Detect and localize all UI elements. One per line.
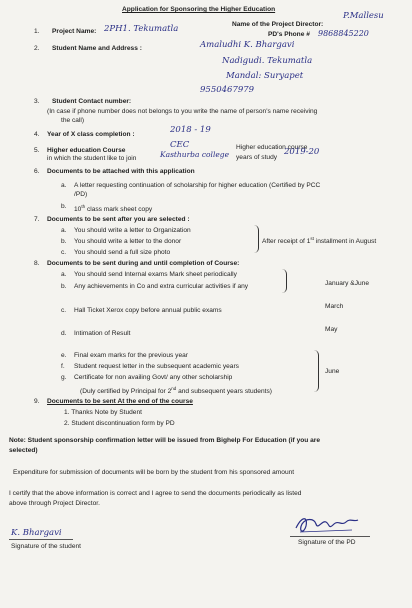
doc-6a-text-line2: /PD) xyxy=(74,191,88,198)
expenditure-note: Expenditure for submission of documents will be born by the student from his sponsored amount xyxy=(13,469,295,476)
pd-phone-value: 9868845220 xyxy=(318,29,369,38)
doc-9-item-2: 2. Student discontinuation form by PD xyxy=(64,420,175,427)
x-class-value: 2018 - 19 xyxy=(170,125,211,135)
project-name-value: 2PH1. Tekumatla xyxy=(104,24,179,34)
doc-7c-text: You should send a full size photo xyxy=(74,249,171,256)
doc-8b-text: Any achievements in Co and extra curricular activities if any xyxy=(74,283,249,290)
address-line-1: Nadigudi. Tekumatla xyxy=(222,56,313,66)
documents-end-course-label: Documents to be sent At the end of the course xyxy=(47,398,193,405)
course-value-line1: CEC xyxy=(170,140,190,150)
course-years-value: 2019-20 xyxy=(284,147,320,157)
certification-line-1: I certify that the above information is correct and I agree to send the documents periodically as listed xyxy=(9,490,302,497)
item-number-7: 7. xyxy=(34,216,40,223)
doc-7a-text: You should write a letter to Organization xyxy=(74,227,191,234)
doc-8c-timing: March xyxy=(325,303,344,310)
doc-8g-subtext: (Duly certified by Principal for 2nd and subsequent years students) xyxy=(80,386,272,396)
student-name-address-label: Student Name and Address : xyxy=(52,45,142,52)
brace-section-8efg xyxy=(314,350,319,392)
doc-8d-text: Intimation of Result xyxy=(74,330,131,337)
contact-note-line2: the call) xyxy=(61,117,85,124)
doc-8d-timing: May xyxy=(325,326,338,333)
doc-8d-letter: d. xyxy=(61,330,67,337)
course-label-line1: Higher education Course xyxy=(47,147,126,154)
doc-7c-letter: c. xyxy=(61,249,67,256)
form-title: Application for Sponsoring the Higher Education xyxy=(122,6,276,13)
item-number-2: 2. xyxy=(34,45,40,52)
course-value-line2: Kasthurba college xyxy=(160,150,230,159)
documents-after-selected-label: Documents to be sent after you are selected : xyxy=(47,216,190,223)
course-label-line2: in which the student like to join xyxy=(47,155,137,162)
pd-signature-label: Signature of the PD xyxy=(298,539,356,546)
contact-number-label: Student Contact number: xyxy=(52,98,132,105)
doc-7b-text: You should write a letter to the donor xyxy=(74,238,182,245)
project-director-value: P.Mallesu xyxy=(343,11,384,21)
doc-8a-text: You should send Internal exams Mark sheet periodically xyxy=(74,271,237,278)
doc-7-timing: After receipt of 1st installment in August xyxy=(262,236,377,246)
student-phone-value: 9550467979 xyxy=(200,85,255,95)
doc-8b-letter: b. xyxy=(61,283,67,290)
doc-8ab-timing: January &June xyxy=(325,280,369,287)
course-years-label-line1: Higher education course xyxy=(236,144,308,151)
item-number-9: 9. xyxy=(34,398,40,405)
student-name-value: Amaludhi K. Bhargavi xyxy=(200,40,295,50)
note-line-1: Note: Student sponsorship confirmation letter will be issued from Bighelp For Education (if you are xyxy=(9,437,321,444)
doc-8f-letter: f. xyxy=(61,363,65,370)
doc-7b-letter: b. xyxy=(61,238,67,245)
course-years-label-line2: years of study xyxy=(236,154,278,161)
project-director-label: Name of the Project Director: xyxy=(232,21,324,28)
documents-attach-label: Documents to be attached with this application xyxy=(47,168,195,175)
documents-during-course-label: Documents to be sent during and until completion of Course: xyxy=(47,260,240,267)
doc-8c-letter: c. xyxy=(61,307,67,314)
doc-8efg-timing: June xyxy=(325,368,340,375)
pd-phone-label: PD's Phone # xyxy=(268,31,310,38)
item-number-8: 8. xyxy=(34,260,40,267)
doc-7a-letter: a. xyxy=(61,227,67,234)
pd-signature-scrawl xyxy=(292,512,362,536)
pd-signature-line xyxy=(290,536,370,537)
brace-section-7 xyxy=(254,225,259,253)
doc-8a-letter: a. xyxy=(61,271,67,278)
student-signature-line xyxy=(9,539,73,540)
item-number-3: 3. xyxy=(34,98,40,105)
doc-6b-text: 10th class mark sheet copy xyxy=(74,204,153,214)
doc-8g-letter: g. xyxy=(61,374,67,381)
doc-6a-letter: a. xyxy=(61,182,67,189)
item-number-4: 4. xyxy=(34,131,40,138)
address-line-2: Mandal: Suryapet xyxy=(226,71,304,81)
doc-8g-text: Certificate for non availing Govt/ any other scholarship xyxy=(74,374,233,381)
doc-8f-text: Student request letter in the subsequent academic years xyxy=(74,363,239,370)
student-signature-label: Signature of the student xyxy=(11,543,82,550)
doc-6b-letter: b. xyxy=(61,203,67,210)
doc-8e-letter: e. xyxy=(61,352,67,359)
note-line-2: selected) xyxy=(9,447,38,454)
x-class-label: Year of X class completion : xyxy=(47,131,135,138)
project-name-label: Project Name: xyxy=(52,28,97,35)
doc-8c-text: Hall Ticket Xerox copy before annual public exams xyxy=(74,307,222,314)
item-number-6: 6. xyxy=(34,168,40,175)
item-number-1: 1. xyxy=(34,28,40,35)
student-signature: K. Bhargavi xyxy=(11,528,62,538)
doc-6a-text-line1: A letter requesting continuation of scholarship for higher education (Certified by PCC xyxy=(74,182,321,189)
doc-9-item-1: 1. Thanks Note by Student xyxy=(64,409,142,416)
doc-8e-text: Final exam marks for the previous year xyxy=(74,352,188,359)
certification-line-2: above through Project Director. xyxy=(9,500,100,507)
item-number-5: 5. xyxy=(34,147,40,154)
brace-section-8ab xyxy=(282,269,287,293)
contact-note-line1: (In case if phone number does not belongs to you write the name of person's name receiving xyxy=(47,108,318,115)
